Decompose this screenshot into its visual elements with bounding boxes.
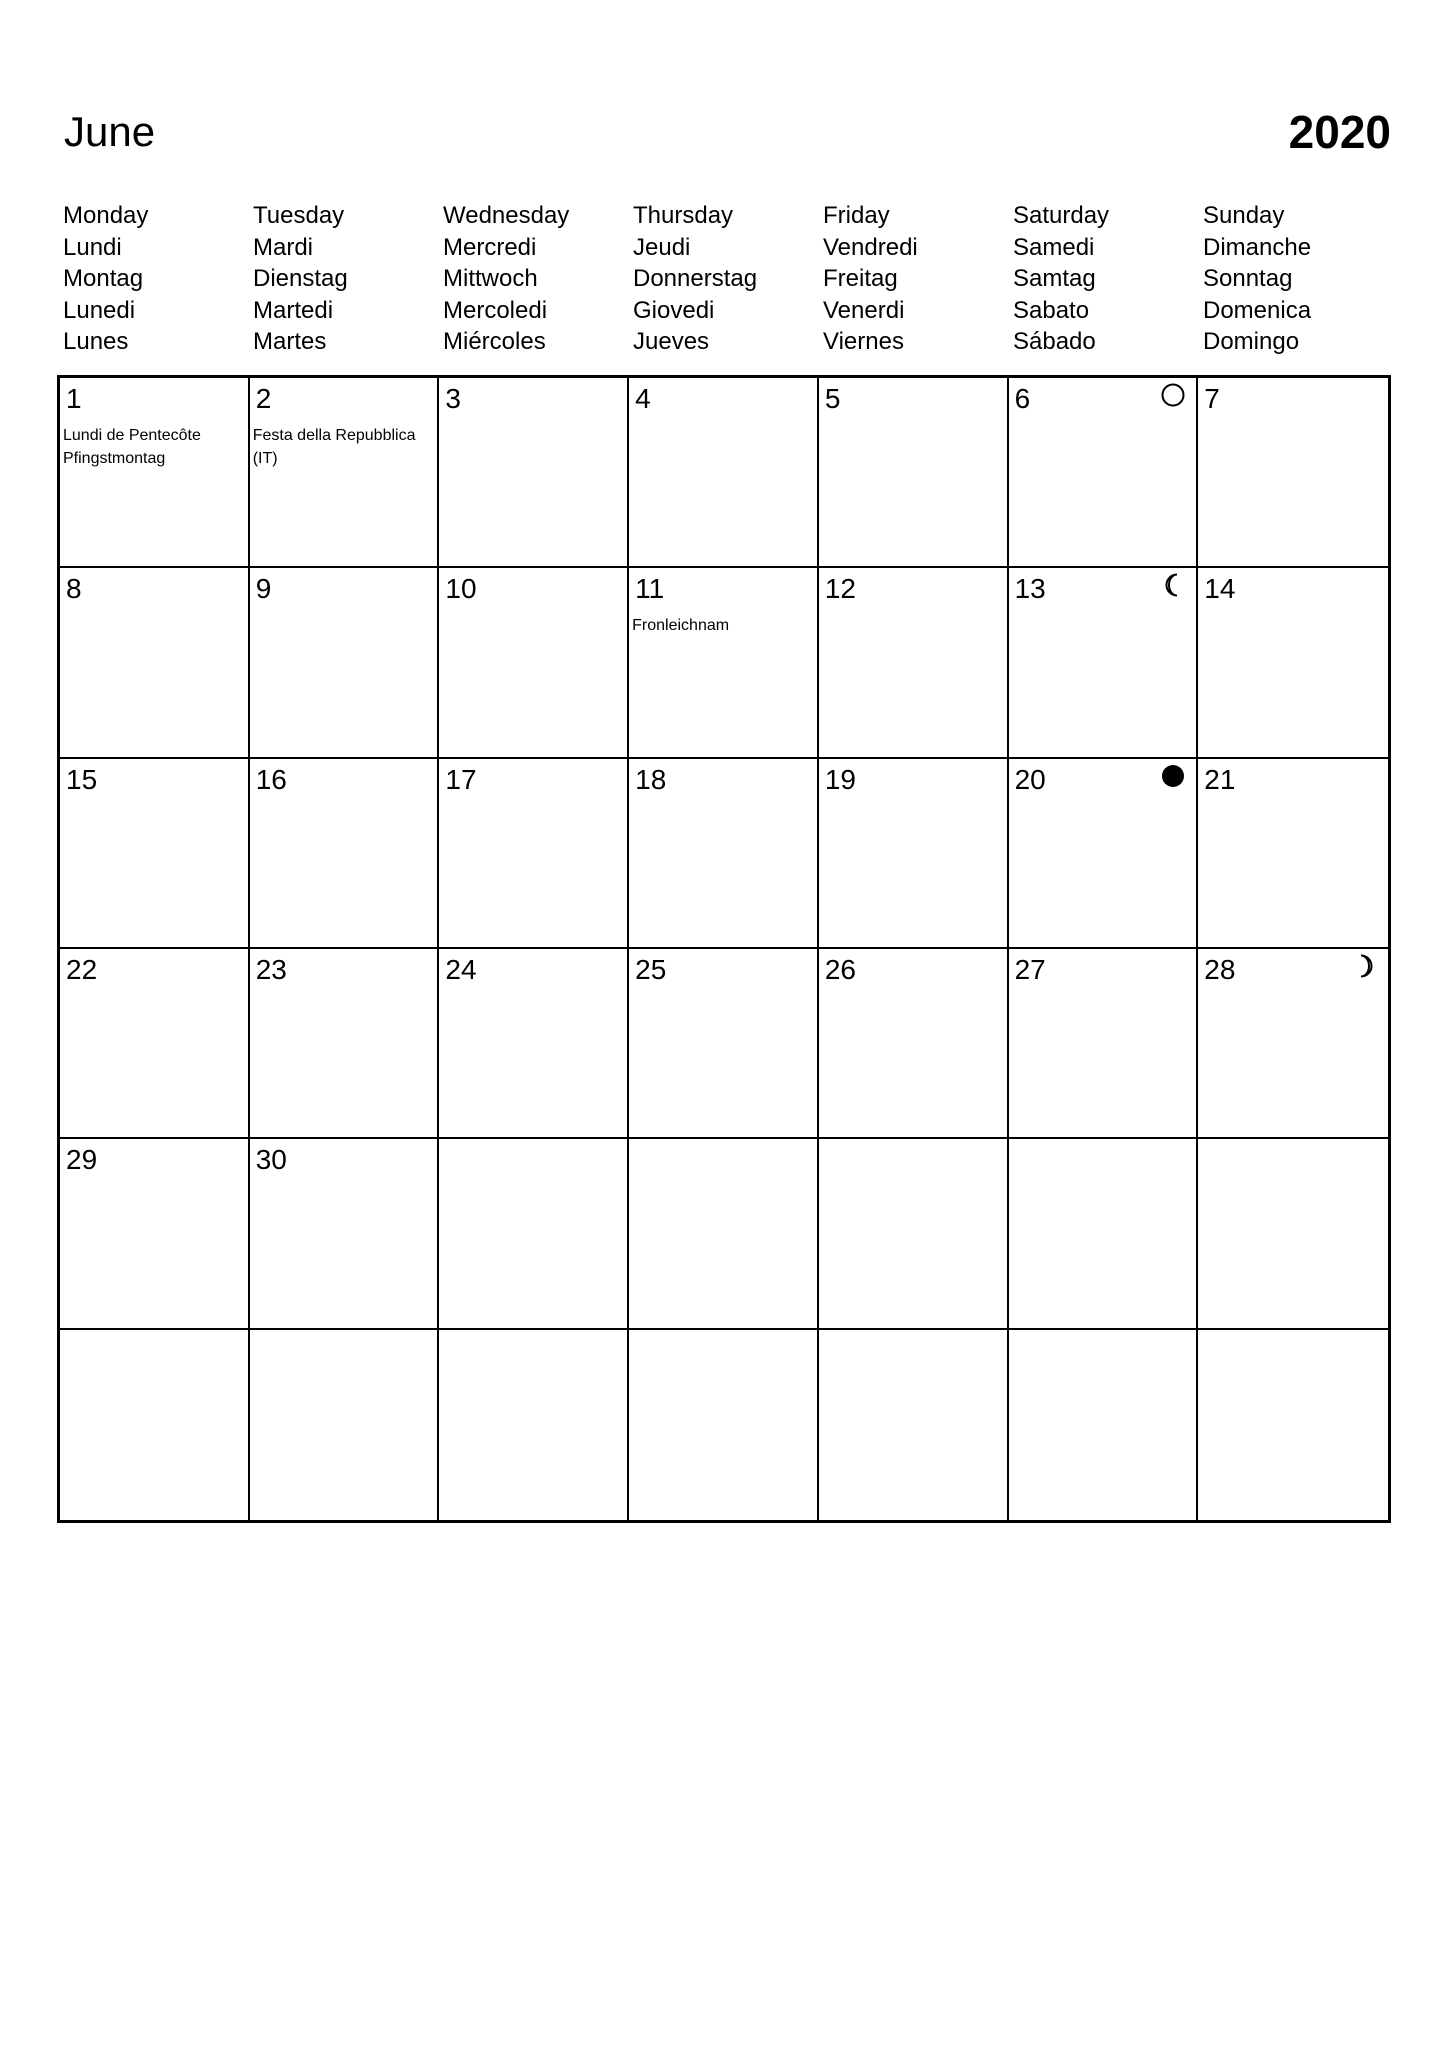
weekday-label: Samtag — [1013, 265, 1096, 292]
day-number: 7 — [1204, 383, 1220, 414]
day-cell — [250, 949, 440, 1139]
weekday-label: Miércoles — [443, 328, 546, 355]
weekday-label: Martedi — [253, 296, 334, 324]
weekday-label: Sabato — [1013, 296, 1090, 324]
weekday-label: Giovedi — [633, 296, 715, 324]
day-cell — [250, 378, 440, 568]
calendar-grid — [57, 375, 1391, 1523]
day-cell — [1198, 568, 1388, 758]
day-number: 15 — [66, 763, 98, 795]
weekday-label: Thursday — [633, 202, 734, 229]
day-cell — [60, 378, 250, 568]
weekday-label: Sunday — [1203, 202, 1285, 229]
day-number: 11 — [635, 573, 665, 605]
weekday-label: Lunes — [63, 328, 129, 355]
holiday-note — [253, 424, 434, 470]
weekday-label: Lundi — [63, 233, 122, 261]
day-number: 13 — [1014, 573, 1046, 605]
day-number: 8 — [66, 573, 82, 605]
holiday-line: Pfingstmontag — [63, 450, 166, 467]
weekday-label: Viernes — [823, 328, 904, 355]
day-cell — [819, 378, 1009, 568]
day-number: 12 — [824, 573, 856, 605]
day-number: 9 — [255, 573, 272, 605]
weekday-column — [1008, 200, 1198, 360]
weekday-label: Montag — [63, 265, 144, 292]
day-cell — [439, 1330, 629, 1520]
weekday-label: Domenica — [1203, 296, 1312, 324]
day-cell — [60, 949, 250, 1139]
weekday-label: Monday — [63, 202, 149, 229]
weekday-label: Dienstag — [253, 265, 348, 292]
day-cell — [60, 759, 250, 949]
weekday-label: Mercoledi — [443, 296, 548, 324]
weekday-label: Tuesday — [253, 202, 345, 229]
last-quarter-icon — [1160, 572, 1186, 598]
weekday-label: Wednesday — [443, 202, 570, 229]
day-cell — [819, 949, 1009, 1139]
day-cell — [819, 759, 1009, 949]
weekday-label: Martes — [253, 328, 327, 355]
holiday-line: Festa della Repubblica — [252, 427, 416, 444]
weekday-label: Mercredi — [443, 233, 537, 261]
day-cell — [250, 1139, 440, 1329]
weekday-label: Samedi — [1013, 233, 1095, 261]
day-number: 2 — [255, 383, 272, 414]
day-number: 27 — [1014, 953, 1046, 985]
weekday-label: Saturday — [1013, 202, 1110, 229]
holiday-line: (IT) — [252, 450, 278, 467]
day-cell — [1198, 1139, 1388, 1329]
day-cell — [60, 1139, 250, 1329]
weekday-header — [58, 200, 1390, 360]
weekday-column — [248, 200, 438, 360]
weekday-label: Friday — [823, 202, 890, 229]
day-cell — [1198, 1330, 1388, 1520]
day-number: 5 — [824, 383, 841, 414]
holiday-note — [63, 424, 244, 470]
day-number: 28 — [1204, 953, 1236, 985]
day-cell — [1198, 949, 1388, 1139]
day-cell — [629, 378, 819, 568]
holiday-line: Fronleichnam — [632, 617, 730, 635]
day-number: 26 — [824, 953, 856, 985]
day-cell — [1198, 759, 1388, 949]
day-number: 19 — [824, 763, 856, 795]
day-number: 6 — [1014, 383, 1031, 414]
weekday-label: Sonntag — [1203, 265, 1293, 292]
day-number: 20 — [1014, 763, 1046, 795]
day-cell — [1198, 378, 1388, 568]
weekday-label: Mardi — [253, 233, 314, 261]
day-number: 29 — [66, 1144, 98, 1176]
day-number: 24 — [445, 953, 477, 985]
day-cell — [819, 1330, 1009, 1520]
holiday-line: Lundi de Pentecôte — [63, 427, 201, 444]
weekday-label: Jeudi — [633, 233, 691, 261]
day-cell — [629, 568, 819, 758]
day-cell — [1009, 1330, 1199, 1520]
weekday-label: Domingo — [1203, 328, 1300, 355]
month-title: June — [64, 108, 156, 155]
day-number: 16 — [255, 763, 287, 795]
day-cell — [1009, 759, 1199, 949]
day-cell — [439, 949, 629, 1139]
weekday-label: Lunedi — [63, 296, 136, 324]
day-cell — [819, 568, 1009, 758]
day-cell — [250, 759, 440, 949]
weekday-column — [818, 200, 1008, 360]
day-number: 3 — [445, 383, 461, 414]
day-number: 10 — [445, 573, 477, 605]
weekday-column — [438, 200, 628, 360]
day-cell — [629, 949, 819, 1139]
day-cell — [629, 759, 819, 949]
day-cell — [60, 1330, 250, 1520]
weekday-label: Jueves — [633, 328, 710, 355]
weekday-label: Sábado — [1013, 328, 1096, 355]
day-number: 14 — [1204, 573, 1236, 605]
day-number: 23 — [255, 953, 287, 985]
holiday-note — [632, 614, 813, 637]
day-cell — [439, 759, 629, 949]
day-number: 30 — [255, 1144, 287, 1176]
day-cell — [439, 568, 629, 758]
day-number: 1 — [66, 383, 82, 414]
weekday-column — [58, 200, 248, 360]
day-cell — [250, 1330, 440, 1520]
day-cell — [60, 568, 250, 758]
full-moon-icon — [1160, 382, 1186, 408]
weekday-label: Donnerstag — [633, 265, 758, 292]
day-cell — [1009, 378, 1199, 568]
weekday-label: Freitag — [823, 265, 898, 292]
day-cell — [1009, 1139, 1199, 1329]
year-title: 2020 — [1288, 106, 1391, 158]
weekday-label: Dimanche — [1203, 233, 1312, 261]
weekday-label: Mittwoch — [443, 265, 538, 292]
day-cell — [439, 1139, 629, 1329]
day-number: 17 — [445, 763, 477, 795]
weekday-column — [1198, 200, 1388, 360]
day-number: 25 — [635, 953, 667, 985]
day-number: 22 — [66, 953, 98, 985]
day-number: 18 — [635, 763, 667, 795]
day-cell — [250, 568, 440, 758]
day-number: 4 — [635, 383, 651, 414]
day-cell — [629, 1139, 819, 1329]
day-cell — [439, 378, 629, 568]
day-cell — [1009, 568, 1199, 758]
day-cell — [1009, 949, 1199, 1139]
day-cell — [819, 1139, 1009, 1329]
first-quarter-icon — [1352, 953, 1378, 979]
weekday-label: Venerdi — [823, 296, 905, 324]
new-moon-icon — [1160, 763, 1186, 789]
weekday-label: Vendredi — [823, 233, 918, 261]
day-cell — [629, 1330, 819, 1520]
day-number: 21 — [1204, 763, 1236, 795]
weekday-column — [628, 200, 818, 360]
